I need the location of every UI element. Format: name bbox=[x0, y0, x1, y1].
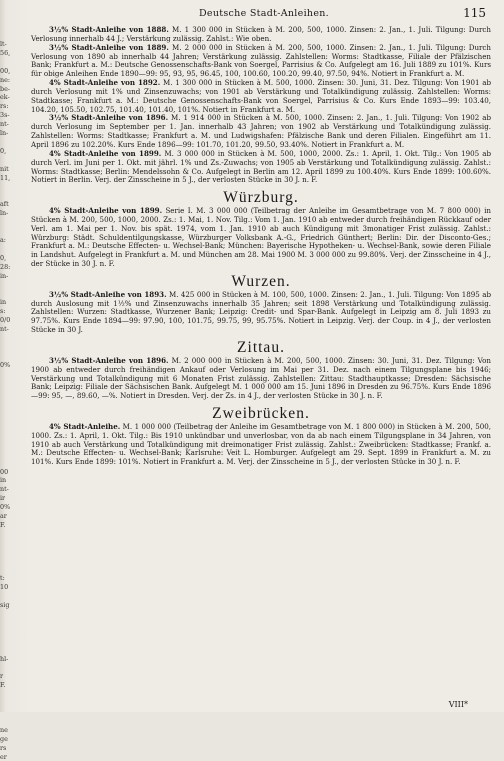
margin-fragment: nt- bbox=[0, 120, 12, 129]
margin-fragment bbox=[0, 592, 12, 601]
margin-fragment: 00, bbox=[0, 67, 12, 76]
loan-details: M. 1 914 000 in Stücken à M. 500, 1000. Zinsen: 2. Jan., 1. Juli. Tilgung: Von 1902 ab durch Verlosung im September per 1. Jan. innerhalb 43 Jahren; von 1902 ab Verstärkung und Totalkündigung zulässig. Zahlstellen: Worms: Stadtkasse; Frankfurt a. M. und Ludwigshafen: Pfälzische Bank und deren Filialen. Eingeführt am 11. April 1896 zu 102.20%. Kurs Ende 1896—99: 101.70, 101.20, 99.50, 93.40%. Notiert in Frankfurt a. M. bbox=[31, 113, 491, 149]
margin-fragment: nt- bbox=[0, 325, 12, 334]
margin-fragment: rs: bbox=[0, 102, 12, 111]
margin-fragment: a: bbox=[0, 236, 12, 245]
loan-title: 3½% Stadt-Anleihe von 1888. bbox=[49, 25, 169, 34]
margin-fragment bbox=[0, 387, 12, 396]
margin-fragment bbox=[0, 343, 12, 352]
margin-fragment: 0% bbox=[0, 361, 12, 370]
margin-fragment: 00 bbox=[0, 468, 12, 477]
margin-fragment: ir bbox=[0, 494, 12, 503]
margin-fragment: F. bbox=[0, 521, 12, 530]
margin-fragment bbox=[0, 396, 12, 405]
margin-fragment: t: bbox=[0, 574, 12, 583]
margin-fragment bbox=[0, 138, 12, 147]
loan-title: 3½% Stadt-Anleihe von 1896. bbox=[49, 113, 168, 122]
margin-fragment: ge bbox=[0, 735, 12, 744]
loan-details: M. 1 000 000 (Teilbetrag der Anleihe im Gesamtbetrage von M. 1 800 000) in Stücken à M. 200, 500, 1000. Zs.: 1. April, 1. Okt. Tilg.: Bis 1910 unkündbar und unverlosbar, von da ab nach einem Tilgungsplane in 34 Jahren, von 1910 ab auch Verstärkung und Totalkündigung mit dreimonatiger Frist zulässig. Zahlst.: Zweibrücken: Stadtkasse; Frankf. a. M.: Deutsche Effecten- u. Wechsel-Bank; Karlsruhe: Veit L. Homburger. Aufgelegt am 29. Sept. 1899 in Frankfurt a. M. zu 101%. Kurs Ende 1899: 101%. Notiert in Frankfurt a. M. Verj. der Zinsscheine in 5 J., der verlosten Stücke in 30 J. n. F. bbox=[31, 422, 491, 466]
margin-fragment bbox=[0, 539, 12, 548]
margin-fragment: 0% bbox=[0, 503, 12, 512]
margin-fragment bbox=[0, 405, 12, 414]
margin-fragment bbox=[0, 334, 12, 343]
margin-fragment: 0, bbox=[0, 254, 12, 263]
city-heading: Zittau. bbox=[31, 344, 491, 353]
margin-fragment bbox=[0, 423, 12, 432]
margin-fragment: ne: bbox=[0, 76, 12, 85]
margin-fragment: sig bbox=[0, 601, 12, 610]
margin-fragment: er bbox=[0, 753, 12, 761]
margin-fragment: 28: bbox=[0, 263, 12, 272]
loan-details: M. 2 000 000 in Stücken à M. 200, 500, 1000. Zinsen: 2. Jan., 1. Juli. Tilgung: Durch Verlosung von 1890 ab innerhalb 44 Jahren; Verstärkung zulässig. Zahlstellen: Worms: Stadtkasse, Filiale der Pfälzischen Bank; Frankfurt a. M.: Deutsche Genossenschafts-Bank von Soergel, Parrisius & Co. Aufgelegt am 16. Juli 1889 zu 101%. Kurs für obige Anleihen Ende 1890—99: 95, 93, 95, 96.45, 100, 100.60, 100.20, 99.40, 97.50, 94%. Notiert in Frankfurt a. M. bbox=[31, 43, 491, 79]
margin-fragment bbox=[0, 414, 12, 423]
loan-entry bbox=[31, 114, 491, 149]
margin-fragment: nit bbox=[0, 165, 12, 174]
margin-fragment: 56, bbox=[0, 49, 12, 58]
margin-fragment: ln- bbox=[0, 129, 12, 138]
margin-fragment bbox=[0, 646, 12, 655]
loan-title: 3½% Stadt-Anleihe von 1896. bbox=[49, 356, 169, 365]
margin-fragment: hl- bbox=[0, 655, 12, 664]
city-heading: Würzburg. bbox=[31, 194, 491, 203]
loan-entry bbox=[31, 357, 491, 401]
margin-fragment: in bbox=[0, 476, 12, 485]
margin-fragment: r bbox=[0, 672, 12, 681]
margin-fragment bbox=[0, 432, 12, 441]
margin-fragment bbox=[0, 459, 12, 468]
signature-mark: VIII* bbox=[449, 700, 468, 709]
margin-fragment bbox=[0, 191, 12, 200]
margin-fragment: 0/0 bbox=[0, 316, 12, 325]
margin-fragment bbox=[0, 58, 12, 67]
margin-fragment bbox=[0, 708, 12, 717]
margin-fragment: ne bbox=[0, 726, 12, 735]
margin-fragment bbox=[0, 378, 12, 387]
loan-title: 3½% Stadt-Anleihe von 1893. bbox=[49, 290, 167, 299]
city-heading: Wurzen. bbox=[31, 278, 491, 287]
loan-details: M. 2 000 000 in Stücken à M. 200, 500, 1000. Zinsen: 30. Juni, 31. Dez. Tilgung: Von 1900 ab entweder durch freihändigen Ankauf oder Verlosung im Mai per 31. Dez. nach einem Tilgungsplane bis 1946; Verstärkung und Totalkündigung mit 6 Monaten Frist zulässig. Zahlstellen: Zittau: Stadthauptkasse; Dresden: Sächsische Bank; Leipzig: Filiale der Sächsischen Bank. Aufgelegt M. 1 000 000 am 15. Juni 1896 in Dresden zu 96.75%. Kurs Ende 1896—99: 95, —, 89.60, —%. Notiert in Dresden. Verj. der Zs. in 4 J., der verlosten Stücke in 30 J. n. F. bbox=[31, 356, 491, 400]
loan-details: M. 1 300 000 in Stücken à M. 200, 500, 1000. Zinsen: 2. Jan., 1. Juli. Tilgung: Durch Verlosung innerhalb 44 J.; Verstärkung zulässig. Zahlst.: Wie oben. bbox=[31, 25, 491, 43]
margin-fragment bbox=[0, 699, 12, 708]
margin-fragment bbox=[0, 717, 12, 726]
margin-fragment: nt- bbox=[0, 485, 12, 494]
loan-title: 4% Stadt-Anleihe von 1892. bbox=[49, 78, 160, 87]
margin-fragment: ek- bbox=[0, 93, 12, 102]
margin-fragment bbox=[0, 218, 12, 227]
margin-fragment bbox=[0, 619, 12, 628]
loan-entry bbox=[31, 150, 491, 185]
margin-fragment bbox=[0, 227, 12, 236]
margin-fragment bbox=[0, 530, 12, 539]
loan-details: M. 1 300 000 in Stücken à M. 500, 1000. Zinsen: 30. Juni, 31. Dez. Tilgung: Von 1901 ab durch Verlosung mit 1% und Zinsenzuwachs; von 1901 ab Verstärkung und Totalkündigung zulässig. Zahlstellen: Worms: Stadtkasse; Frankfurt a. M.: Deutsche Genossenschafts-Bank von Soergel, Parrisius & Co. Kurs Ende 1893—99: 103.40, 104.20, 105.50, 102.75, 101.40, 101.40, 101%. Notiert in Frankfurt a. M. bbox=[31, 78, 491, 114]
margin-fragment: 11, bbox=[0, 174, 12, 183]
loan-entry bbox=[31, 291, 491, 335]
loan-entry bbox=[31, 207, 491, 269]
margin-fragment bbox=[0, 245, 12, 254]
margin-fragment bbox=[0, 565, 12, 574]
margin-fragment bbox=[0, 183, 12, 192]
margin-fragment: 3s- bbox=[0, 111, 12, 120]
margin-fragment bbox=[0, 156, 12, 165]
margin-fragment bbox=[0, 637, 12, 646]
margin-fragment: in bbox=[0, 298, 12, 307]
margin-fragment bbox=[0, 280, 12, 289]
loan-entry bbox=[31, 79, 491, 114]
margin-fragment: aft bbox=[0, 200, 12, 209]
loan-entry bbox=[31, 26, 491, 44]
city-heading: Zweibrücken. bbox=[31, 410, 491, 419]
margin-fragment: F. bbox=[0, 681, 12, 690]
margin-fragment: in- bbox=[0, 272, 12, 281]
margin-fragment bbox=[0, 628, 12, 637]
facing-page-margin-fragments bbox=[0, 40, 12, 680]
margin-fragment: ln- bbox=[0, 209, 12, 218]
margin-fragment: ar bbox=[0, 512, 12, 521]
margin-fragment: 10 bbox=[0, 583, 12, 592]
margin-fragment bbox=[0, 690, 12, 699]
margin-fragment bbox=[0, 352, 12, 361]
margin-fragment: 0, bbox=[0, 147, 12, 156]
margin-fragment bbox=[0, 610, 12, 619]
running-title: Deutsche Stadt-Anleihen. bbox=[40, 8, 488, 24]
margin-fragment bbox=[0, 548, 12, 557]
margin-fragment: s: bbox=[0, 307, 12, 316]
margin-fragment bbox=[0, 663, 12, 672]
margin-fragment bbox=[0, 441, 12, 450]
margin-fragment: lt- bbox=[0, 40, 12, 49]
loan-entry bbox=[31, 44, 491, 79]
margin-fragment bbox=[0, 450, 12, 459]
loan-title: 4% Stadt-Anleihe. bbox=[49, 422, 120, 431]
loan-details: M. 425 000 in Stücken à M. 100, 500, 1000. Zinsen: 2. Jan., 1. Juli. Tilgung: Von 1895 ab durch Auslosung mit 1½% und Zinsenzuwachs innerhalb 35 Jahren; seit 1898 Verstärkung und Totalkündigung zulässig. Zahlstellen: Wurzen: Stadtkasse, Wurzener Bank; Leipzig: Credit- und Spar-Bank. Aufgelegt in Leipzig am 8. Juli 1893 zu 97.75%. Kurs Ende 1894—99: 97.90, 100, 101.75, 99.75, 99, 95.75%. Notiert in Leipzig. Verj. der Coup. in 4 J., der verlosten Stücke in 30 J. bbox=[31, 290, 491, 334]
margin-fragment bbox=[0, 370, 12, 379]
margin-fragment bbox=[0, 289, 12, 298]
main-text-column bbox=[31, 26, 491, 467]
page-number: 115 bbox=[463, 6, 486, 20]
margin-fragment bbox=[0, 557, 12, 566]
margin-fragment: be- bbox=[0, 85, 12, 94]
loan-entry bbox=[31, 423, 491, 467]
loan-title: 4% Stadt-Anleihe von 1899. bbox=[49, 149, 161, 158]
loan-details: M. 3 000 000 in Stücken à M. 500, 1000, 2000. Zs.: 1. April, 1. Okt. Tilg.: Von 1905 ab durch Verl. im Juni per 1. Okt. mit jährl. 1% und Zs.-Zuwachs; von 1905 ab Verstärkung und Totalkündigung zulässig. Zahlst.: Worms: Stadtkasse; Berlin: Mendelssohn & Co. Aufgelegt in Berlin am 12. April 1899 zu 100.40%. Kurs Ende 1899: 100.60%. Notiert in Berlin. Verj. der Zinsscheine in 5 J., der verlosten Stücke in 30 J. n. F. bbox=[31, 149, 491, 185]
loan-details: Serie I. M. 3 000 000 (Teilbetrag der Anleihe im Gesamtbetrage von M. 7 800 000) in Stücken à M. 200, 500, 1000, 2000. Zs.: 1. Mai, 1. Nov. Tilg.: Vom 1. Jan. 1910 ab entweder durch freihändigen Rückkauf oder Verl. am 1. Mai per 1. Nov. bis spät. 1974, vom 1. Jan. 1910 ab auch Kündigung mit 3monatiger Frist zulässig. Zahlst.: Würzburg: Städt. Schuldentilgungskasse, Würzburger Volksbank A.-G., Friedrich Günthert; Berlin: Dir. der Disconto-Ges.; Frankfurt a. M.: Deutsche Effecten- u. Wechsel-Bank; München: Bayerische Hypotheken- u. Wechsel-Bank, sowie deren Filiale in Landshut. Aufgelegt in Frankfurt a. M. und München am 28. Mai 1900 M. 3 000 000 zu 99.80%. Verj. der Zinsscheine in 4 J., der Stücke in 30 J. n. F. bbox=[31, 206, 491, 268]
loan-title: 3½% Stadt-Anleihe von 1889. bbox=[49, 43, 169, 52]
loan-title: 4% Stadt-Anleihe von 1899. bbox=[49, 206, 162, 215]
margin-fragment: rs bbox=[0, 744, 12, 753]
